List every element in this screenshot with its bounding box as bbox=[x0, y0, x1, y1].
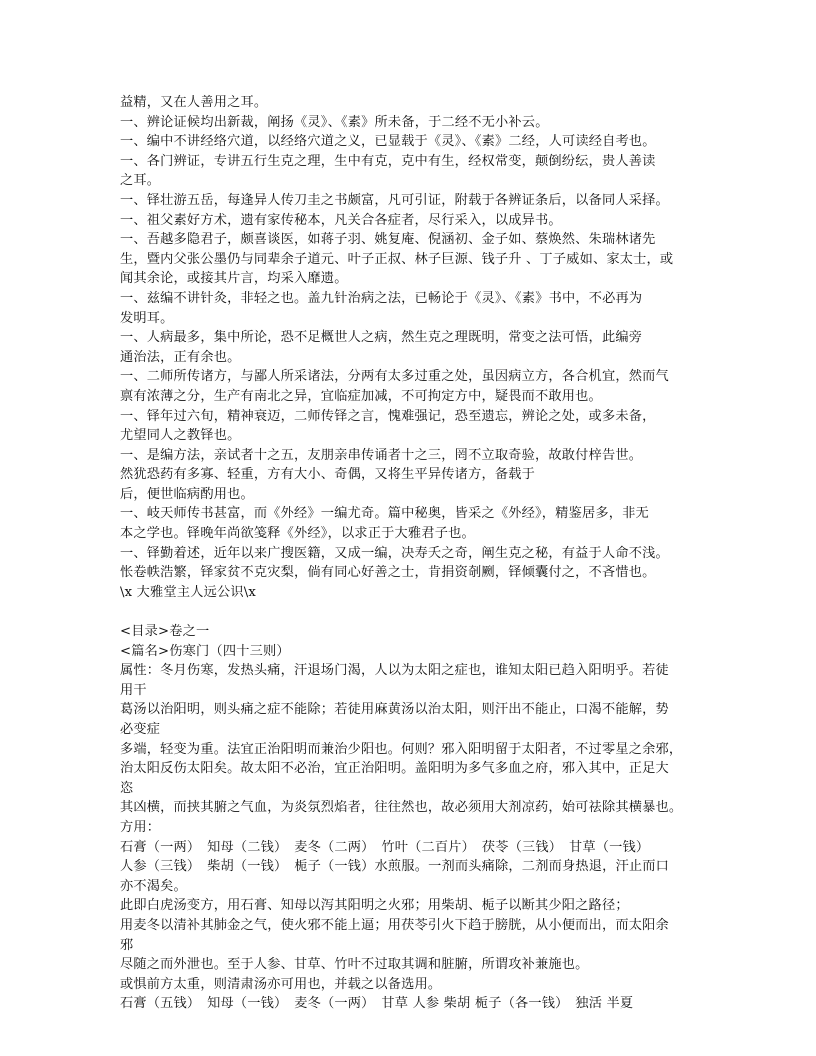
preface-line: 一、岐天师传书甚富，而《外经》一编尤奇。篇中秘奥，皆采之《外经》，精鉴居多，非无 bbox=[120, 506, 649, 522]
preface-line: 一、人病最多，集中所论，恐不足概世人之病，然生克之理既明，常变之法可悟，此编旁 bbox=[120, 330, 643, 346]
preface-line: 一、是编方法，亲试者十之五，友朋亲串传诵者十之三，罔不立取奇验，故敢付梓告世。 bbox=[120, 447, 643, 463]
chapter-line: 葛汤以治阳明，则头痛之症不能除；若徒用麻黄汤以治太阳，则汗出不能止，口渴不能解，势 bbox=[120, 702, 669, 718]
preface-line: 一、二师所传诸方，与鄙人所采诸法，分两有太多过重之处，虽因病立方，各合机宜，然而气 bbox=[120, 369, 669, 385]
preface-line: 闻其余论，或接其片言，均采入靡遗。 bbox=[120, 271, 348, 287]
chapter-line: 此即白虎汤变方，用石膏、知母以泻其阳明之火邪；用柴胡、栀子以断其少阳之路径； bbox=[120, 898, 629, 914]
chapter-line: 石膏（五钱） 知母（一钱） 麦冬（一两） 甘草 人参 柴胡 栀子（各一钱） 独活 半夏 bbox=[120, 996, 634, 1012]
preface-line: 一、兹编不讲针灸，非轻之也。盖九针治病之法，已畅论于《灵》、《素》书中，不必再为 bbox=[120, 290, 643, 306]
preface-line: 之耳。 bbox=[120, 173, 161, 189]
chapter-line: 石膏（一两） 知母（二钱） 麦冬（二两） 竹叶（二百片） 茯苓（三钱） 甘草（一钱） bbox=[120, 839, 650, 855]
chapter-line: 人参（三钱） 柴胡（一钱） 栀子（一钱）水煎服。一剂而头痛除，二剂而身热退，汗止而口 bbox=[120, 859, 670, 875]
preface-line: 一、铎勤着述，近年以来广搜医籍，又成一编，决寿夭之奇，阐生克之秘，有益于人命不浅。 bbox=[120, 545, 669, 561]
preface-section bbox=[120, 93, 700, 602]
chapter-line: 属性：冬月伤寒，发热头痛，汗退场门渴，人以为太阳之症也，谁知太阳已趋入阳明乎。若徒 bbox=[120, 663, 669, 679]
preface-line: \x 大雅堂主人远公识\x bbox=[120, 584, 257, 600]
chapter-line: 亦不渴矣。 bbox=[120, 878, 187, 894]
chapter-line: 恣 bbox=[120, 780, 134, 796]
chapter-line: <目录>卷之一 bbox=[120, 624, 210, 640]
preface-line: 生，暨内父张公墨仍与同辈余子道元、叶子正叔、林子巨源、钱子升 、丁子威如、家太士，或 bbox=[120, 251, 674, 267]
section-gap bbox=[120, 602, 700, 622]
preface-line: 后，便世临病酌用也。 bbox=[120, 486, 254, 502]
chapter-line: <篇名>伤寒门（四十三则） bbox=[120, 643, 290, 659]
chapter-section bbox=[120, 622, 700, 1014]
preface-line: 禀有浓薄之分，生产有南北之异，宜临症加减，不可拘定方中，疑畏而不敢用也。 bbox=[120, 388, 602, 404]
chapter-line: 必变症 bbox=[120, 722, 161, 737]
preface-line: 然犹恐药有多寡、轻重，方有大小、奇偶，又将生平异传诸方，备载于 bbox=[120, 467, 536, 483]
preface-line: 一、编中不讲经络穴道，以经络穴道之义，已显载于《灵》、《素》二经，人可读经自考也。 bbox=[120, 134, 656, 150]
chapter-line: 方用： bbox=[120, 819, 161, 835]
chapter-line: 多端，轻变为重。法宜正治阳明而兼治少阳也。何则？邪入阳明留于太阳者，不过零星之余邪， bbox=[120, 741, 683, 757]
preface-line: 本之学也。铎晚年尚欲笺释《外经》，以求正于大雅君子也。 bbox=[120, 526, 475, 542]
preface-line: 一、铎壮游五岳，每逢异人传刀圭之书颇富，凡可引证，附载于各辨证条后，以备同人采择。 bbox=[120, 192, 669, 208]
preface-line: 一、吾越多隐君子，颇喜谈医，如蒋子羽、姚复庵、倪涵初、金子如、蔡焕然、朱瑞林诸先 bbox=[120, 232, 656, 248]
preface-line: 益精，又在人善用之耳。 bbox=[120, 95, 268, 110]
preface-line: 一、祖父素好方术，遗有家传秘本，凡关合各症者，尽行采入，以成异书。 bbox=[120, 212, 562, 228]
preface-line: 一、铎年过六旬，精神衰迈，二师传铎之言，愧难强记，恐至遗忘，辨论之处，或多未备， bbox=[120, 408, 656, 424]
preface-line: 一、各门辨证，专讲五行生克之理，生中有克，克中有生，经权常变，颠倒纷纭，贵人善读 bbox=[120, 153, 656, 169]
chapter-line: 用干 bbox=[120, 682, 147, 698]
chapter-line: 用麦冬以清补其肺金之气，使火邪不能上逼；用茯苓引火下趋于膀胱，从小便而出，而太阳余 bbox=[120, 917, 669, 933]
preface-line: 尤望同人之教铎也。 bbox=[120, 428, 241, 444]
preface-line: 一、辨论证候均出新裁，阐扬《灵》、《素》所未备，于二经不无小补云。 bbox=[120, 114, 549, 130]
chapter-line: 治太阳反伤太阳矣。故太阳不必治，宜正治阳明。盖阳明为多气多血之府，邪入其中，正足大 bbox=[120, 761, 669, 777]
chapter-line: 邪 bbox=[120, 937, 134, 953]
chapter-line: 尽随之而外泄也。至于人参、甘草、竹叶不过取其调和脏腑，所谓攻补兼施也。 bbox=[120, 957, 589, 973]
document-page bbox=[120, 93, 700, 1014]
preface-line: 通治法，正有余也。 bbox=[120, 349, 241, 365]
preface-line: 发明耳。 bbox=[120, 310, 174, 326]
chapter-line: 其凶横，而挟其腑之气血，为炎氛烈焰者，往往然也，故必须用大剂凉药，始可祛除其横暴也。 bbox=[120, 800, 683, 816]
chapter-line: 或惧前方太重，则清肃汤亦可用也，并载之以备选用。 bbox=[120, 976, 442, 992]
preface-line: 怅卷帙浩繁，铎家贫不克灾梨，倘有同心好善之士，肯捐资剞劂，铎倾囊付之，不吝惜也。 bbox=[120, 565, 656, 581]
